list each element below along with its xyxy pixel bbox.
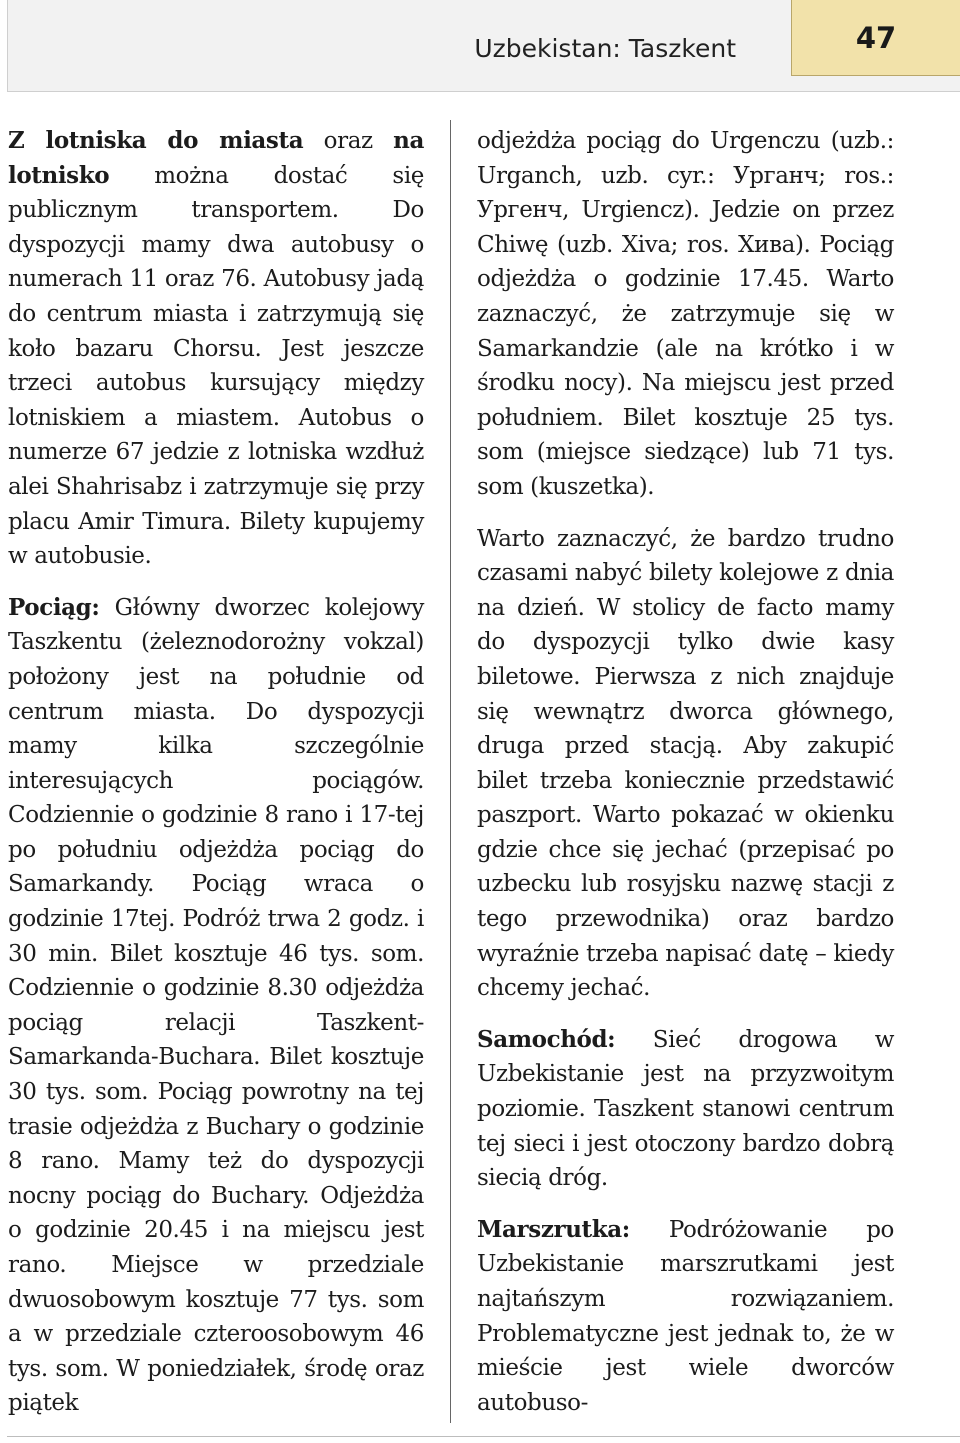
paragraph-car [477,1023,894,1196]
paragraph-airport-transport [8,124,424,574]
paragraph-train [8,591,424,1421]
paragraph-text: Sieć drogowa w Uzbekistanie jest na przyzwoitym poziomie. Taszkent stanowi centrum tej sieci i jest otoczony bardzo dobrą siecią dróg. [477,1026,894,1192]
paragraph-train-urgench: odjeżdża pociąg do Urgenczu (uzb.: Urganch, uzb. cyr.: Урганч; ros.: Ургенч, Urgiencz). Jedzie on przez Chiwę (uzb. Xiva; ros. Хива). Pociąg odjeżdża o godzinie 17.45. Warto zaznaczyć, że zatrzymuje się w Samarkandzie (ale na krótko i w środku nocy). Na miejscu jest przed południem. Bilet kosztuje 25 tys. som (miejsce siedzące) lub 71 tys. som (kuszetka). [477,128,894,500]
right-column [477,124,894,1437]
page-number-box [791,0,960,76]
running-header-title: Uzbekistan: Taszkent [474,34,736,63]
heading-from-airport: Z lotniska do miasta [8,127,304,154]
bottom-rule [7,1436,960,1437]
paragraph-text: Główny dworzec kolejowy Taszkentu (żeleznodorożny vokzal) położony jest na południe od centrum miasta. Do dyspozycji mamy kilka szczególnie interesujących pociągów. Codziennie o godzinie 8 rano i 17-tej po południu odjeżdża pociąg do Samarkandy. Pociąg wraca o godzinie 17tej. Podróż trwa 2 godz. i 30 min. Bilet kosztuje 46 tys. som. Codziennie o godzinie 8.30 odjeżdża pociąg relacji Taszkent-Samarkanda-Buchara. Bilet kosztuje 30 tys. som. Pociąg powrotny na tej trasie odjeżdża z Buchary o godzinie 8 rano. Mamy też do dyspozycji nocny pociąg do Buchary. Odjeżdża o godzinie 20.45 i na miejscu jest rano. Miejsce w przedziale dwuosobowym kosztuje 77 tys. som a w przedziale czteroosobowym 46 tys. som. W poniedziałek, środę oraz piątek [8,594,424,1417]
paragraph-marshrutka [477,1213,894,1421]
paragraph-tickets: Warto zaznaczyć, że bardzo trudno czasami nabyć bilety kolejowe z dnia na dzień. W stolicy de facto mamy do dyspozycji tylko dwie kasy biletowe. Pierwsza z nich znajduje się wewnątrz dworca głównego, druga przed stacją. Aby zakupić bilet trzeba koniecznie przedstawić paszport. Warto pokazać w okienku gdzie chce się jechać (przepisać po uzbecku lub rosyjsku nazwę stacji z tego przewodnika) oraz bardzo wyraźnie trzeba napisać datę – kiedy chcemy jechać. [477,525,894,1002]
paragraph-text: Podróżowanie po Uzbekistanie marszrutkami jest najtańszym rozwiązaniem. Problematyczne jest jednak to, że w mieście jest wiele dworców autobuso- [477,1216,894,1416]
page-number: 47 [855,20,897,55]
heading-marshrutka: Marszrutka: [477,1215,630,1243]
heading-train: Pociąg: [8,593,100,621]
left-column [8,124,424,1438]
heading-to-airport: na lotnisko [8,127,424,189]
connector-text: oraz [303,128,394,154]
column-divider [450,120,451,1423]
heading-car: Samochód: [477,1025,616,1053]
paragraph-text: można dostać się publicznym transportem. Do dyspozycji mamy dwa autobusy o numerach 11 oraz 76. Autobusy jadą do centrum miasta i zatrzymują się koło bazaru Chorsu. Jest jeszcze trzeci autobus kursujący między lotniskiem a miastem. Autobus o numerze 67 jedzie z lotniska wzdłuż alei Shahrisabz i zatrzymuje się przy placu Amir Timura. Bilety kupujemy w autobusie. [8,162,424,570]
